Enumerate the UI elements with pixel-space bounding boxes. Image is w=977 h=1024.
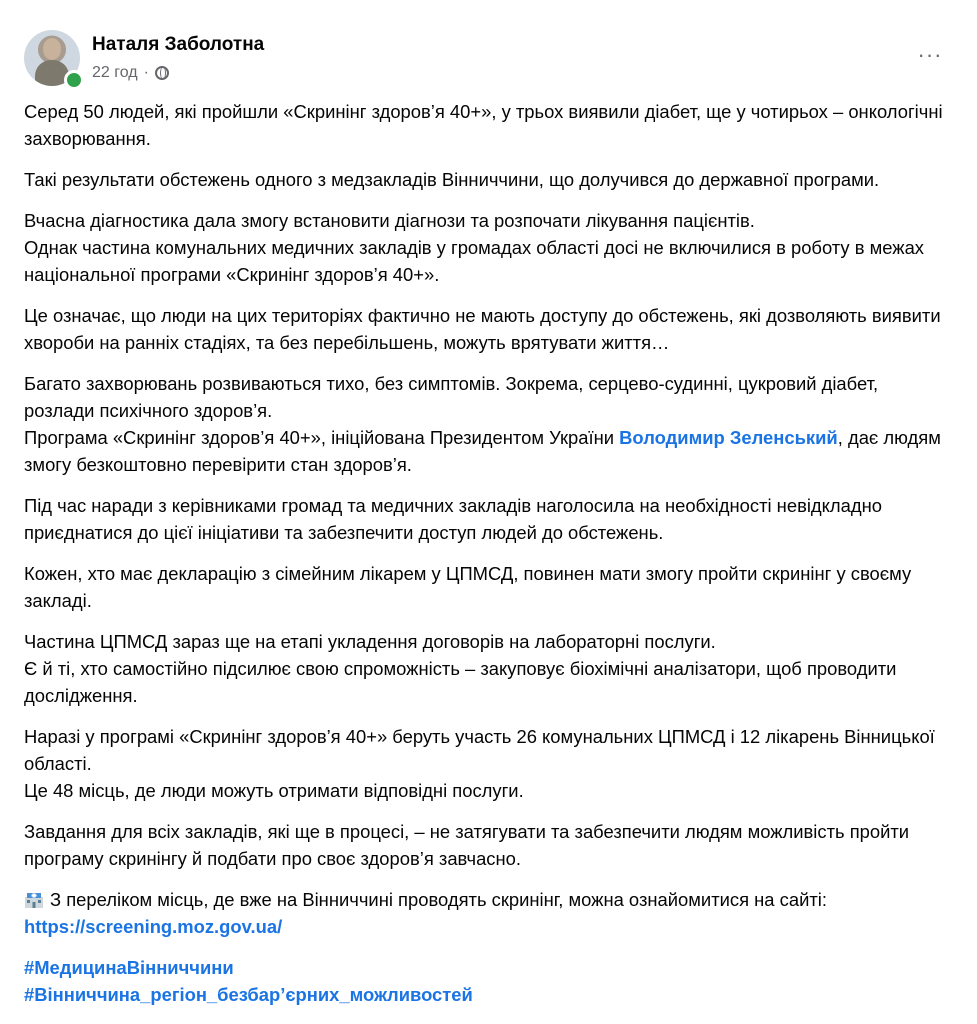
paragraph-3-line-2: Однак частина комунальних медичних закладів у громадах області досі не включилися в роботу в межах національної програми «Скринінг здоров’я 40+». bbox=[24, 237, 924, 285]
meta-separator: · bbox=[143, 64, 149, 81]
hospital-icon bbox=[24, 892, 44, 908]
paragraph-5-text-before: Програма «Скринінг здоров’я 40+», ініційована Президентом України bbox=[24, 427, 620, 448]
more-options-button[interactable]: ··· bbox=[917, 42, 943, 67]
hashtags bbox=[24, 954, 949, 1008]
paragraph-10: Завдання для всіх закладів, які ще в процесі, – не затягувати та забезпечити людям можливість пройти програму скринінгу й подбати про своє здоров’я завчасно. bbox=[24, 821, 910, 869]
paragraph-3 bbox=[24, 207, 949, 288]
avatar-head bbox=[43, 38, 61, 60]
paragraph-8 bbox=[24, 628, 949, 709]
screening-website-link[interactable]: https://screening.moz.gov.ua/ bbox=[24, 916, 283, 937]
paragraph-5-line-1: Багато захворювань розвиваються тихо, без симптомів. Зокрема, серцево-судинні, цукровий діабет, розлади психічного здоров’я. bbox=[24, 373, 879, 421]
paragraph-11 bbox=[24, 886, 949, 940]
post-time[interactable]: 22 год bbox=[92, 64, 138, 81]
paragraph-7: Кожен, хто має декларацію з сімейним лікарем у ЦПМСД, повинен мати змогу пройти скринінг у своєму закладі. bbox=[24, 563, 912, 611]
globe-icon[interactable] bbox=[155, 66, 169, 80]
paragraph-9-line-1: Наразі у програмі «Скринінг здоров’я 40+» беруть участь 26 комунальних ЦПМСД і 12 лікарень Вінницької області. bbox=[24, 726, 935, 774]
online-status-icon bbox=[64, 70, 84, 90]
paragraph-8-line-1: Частина ЦПМСД зараз ще на етапі укладення договорів на лабораторні послуги. bbox=[24, 631, 716, 652]
hashtag-medicine-vinnytsia[interactable]: #МедицинаВінниччини bbox=[24, 957, 234, 978]
paragraph-5-text-after: , дає людям змогу безкоштовно перевірити стан здоров’я. bbox=[24, 427, 941, 475]
post-header bbox=[24, 30, 954, 90]
post-meta bbox=[92, 64, 169, 82]
paragraph-3-line-1: Вчасна діагностика дала змогу встановити діагнози та розпочати лікування пацієнтів. bbox=[24, 210, 755, 231]
paragraph-2: Такі результати обстежень одного з медзакладів Вінниччини, що долучився до державної програми. bbox=[24, 169, 880, 190]
paragraph-11-text: З переліком місць, де вже на Вінниччині проводять скринінг, можна ознайомитися на сайті: bbox=[50, 889, 827, 910]
paragraph-9-line-2: Це 48 місць, де люди можуть отримати відповідні послуги. bbox=[24, 780, 524, 801]
paragraph-1: Серед 50 людей, які пройшли «Скринінг здоров’я 40+», у трьох виявили діабет, ще у чотирьох – онкологічні захворювання. bbox=[24, 101, 943, 149]
post-body bbox=[24, 98, 949, 1022]
paragraph-6: Під час наради з керівниками громад та медичних закладів наголосила на необхідності невідкладно приєднатися до цієї ініціативи та забезпечити доступ людей до обстежень. bbox=[24, 495, 882, 543]
hashtag-barrier-free-region[interactable]: #Вінниччина_регіон_безбар’єрних_можливостей bbox=[24, 984, 473, 1005]
paragraph-4: Це означає, що люди на цих територіях фактично не мають доступу до обстежень, які дозволяють виявити хвороби на ранніх стадіях, та без перебільшень, можуть врятувати життя… bbox=[24, 305, 941, 353]
paragraph-5 bbox=[24, 370, 949, 478]
author-name[interactable]: Наталя Заболотна bbox=[92, 34, 265, 55]
paragraph-8-line-2: Є й ті, хто самостійно підсилює свою спроможність – закуповує біохімічні аналізатори, щоб проводити дослідження. bbox=[24, 658, 897, 706]
mention-link[interactable]: Володимир Зеленський bbox=[619, 427, 838, 448]
paragraph-9 bbox=[24, 723, 949, 804]
